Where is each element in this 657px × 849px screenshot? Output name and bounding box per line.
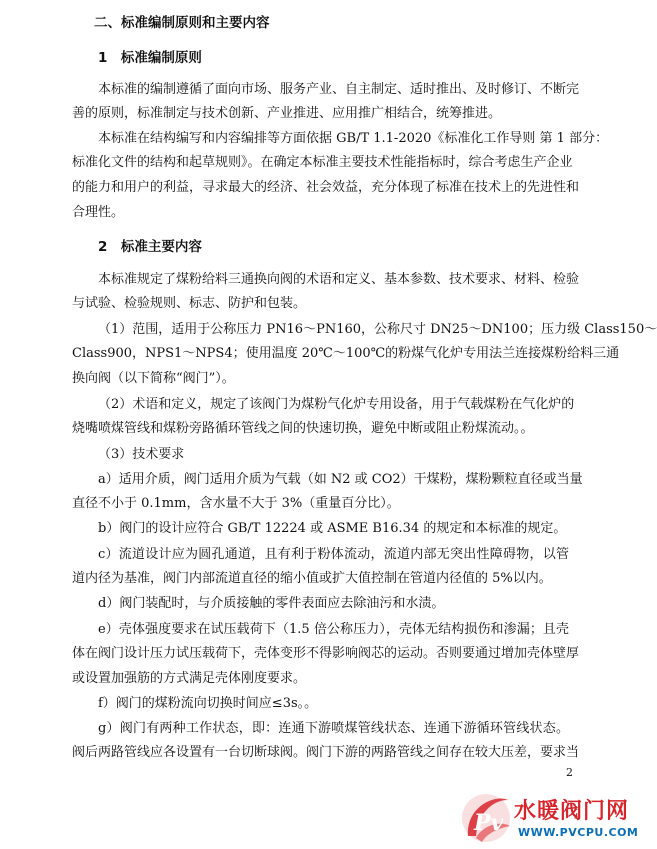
paragraph-line: 与试验、检验规则、标志、防护和包装。 [72,296,307,311]
section-title: 二、标准编制原则和主要内容 [94,15,270,31]
paragraph-line: 合理性。 [72,205,125,220]
paragraph-line: 本标准在结构编写和内容编排等方面依据 GB/T 1.1-2020《标准化工作导则 第 1 部分： [98,131,609,146]
paragraph-line: 体在阀门设计压力试压载荷下，壳体变形不得影响阀芯的运动。否则要通过增加壳体壁厚 [72,646,580,661]
list-item: a）适用介质，阀门适用介质为气载（如 N2 或 CO2）干煤粉，煤粉颗粒直径或当量 [98,472,583,487]
subsection-title-principles: 1 标准编制原则 [98,50,202,66]
watermark-url: WWW.PVCPU.COM [518,826,639,839]
paragraph-line: 或设置加强筋的方式满足壳体刚度要求。 [72,671,307,686]
paragraph-line: 直径不小于 0.1mm，含水量不大于 3%（重量百分比）。 [72,496,400,511]
list-item: b）阀门的设计应符合 GB/T 12224 或 ASME B16.34 的规定和本标准的规定。 [98,521,567,536]
paragraph-line: Class900，NPS1～NPS4；使用温度 20℃～100℃的粉煤气化炉专用法兰连接煤粉给料三通 [72,346,620,361]
subsection-title-content: 2 标准主要内容 [98,239,202,255]
paragraph-line: （1）范围，适用于公称压力 PN16～PN160，公称尺寸 DN25～DN100；压力级 Class150～ [98,322,657,337]
paragraph-line: 道内径为基准，阀门内部流道直径的缩小值或扩大值控制在管道内径值的 5%以内。 [72,571,552,586]
paragraph-line: 的能力和用户的利益，寻求最大的经济、社会效益，充分体现了标准在技术上的先进性和 [72,180,580,195]
page-number: 2 [566,766,573,779]
list-item: c）流道设计应为圆孔通道，且有利于粉体流动，流道内部无突出性障碍物，以管 [98,547,569,562]
paragraph-line: 本标准的编制遵循了面向市场、服务产业、自主制定、适时推出、及时修订、不断完 [98,82,580,97]
watermark-title: 水暖阀门网 [514,799,630,824]
paragraph-line: 烧嘴喷煤管线和煤粉旁路循环管线之间的快速切换，避免中断或阻止粉煤流动。。 [72,421,534,436]
list-item: e）壳体强度要求在试压载荷下（1.5 倍公称压力），壳体无结构损伤和渗漏；且壳 [98,622,569,637]
list-heading: （3）技术要求 [98,447,185,462]
paragraph-line: 标准化文件的结构和起草规则》。在确定本标准主要技术性能指标时，综合考虑生产企业 [72,155,573,170]
watermark-logo-text: Pv [474,810,504,836]
paragraph-line: 换向阀（以下简称“阀门”）。 [72,371,235,386]
list-item: f）阀门的煤粉流向切换时间应≤3s。。 [98,696,318,711]
site-watermark [456,786,641,849]
paragraph-line: 善的原则，标准制定与技术创新、产业推进、应用推广相结合，统筹推进。 [72,106,502,121]
list-item: d）阀门装配时，与介质接触的零件表面应去除油污和水渍。 [98,596,445,611]
list-item: g）阀门有两种工作状态，即：连通下游喷煤管线状态、连通下游循环管线状态。 [98,721,569,736]
watermark-logo-icon [456,786,514,849]
paragraph-line: 阀后两路管线应各设置有一台切断球阀。阀门下游的两路管线之间存在较大压差，要求当 [72,745,580,760]
paragraph-line: 本标准规定了煤粉给料三通换向阀的术语和定义、基本参数、技术要求、材料、检验 [98,272,580,287]
paragraph-line: （2）术语和定义，规定了该阀门为煤粉气化炉专用设备，用于气载煤粉在气化炉的 [98,397,575,412]
